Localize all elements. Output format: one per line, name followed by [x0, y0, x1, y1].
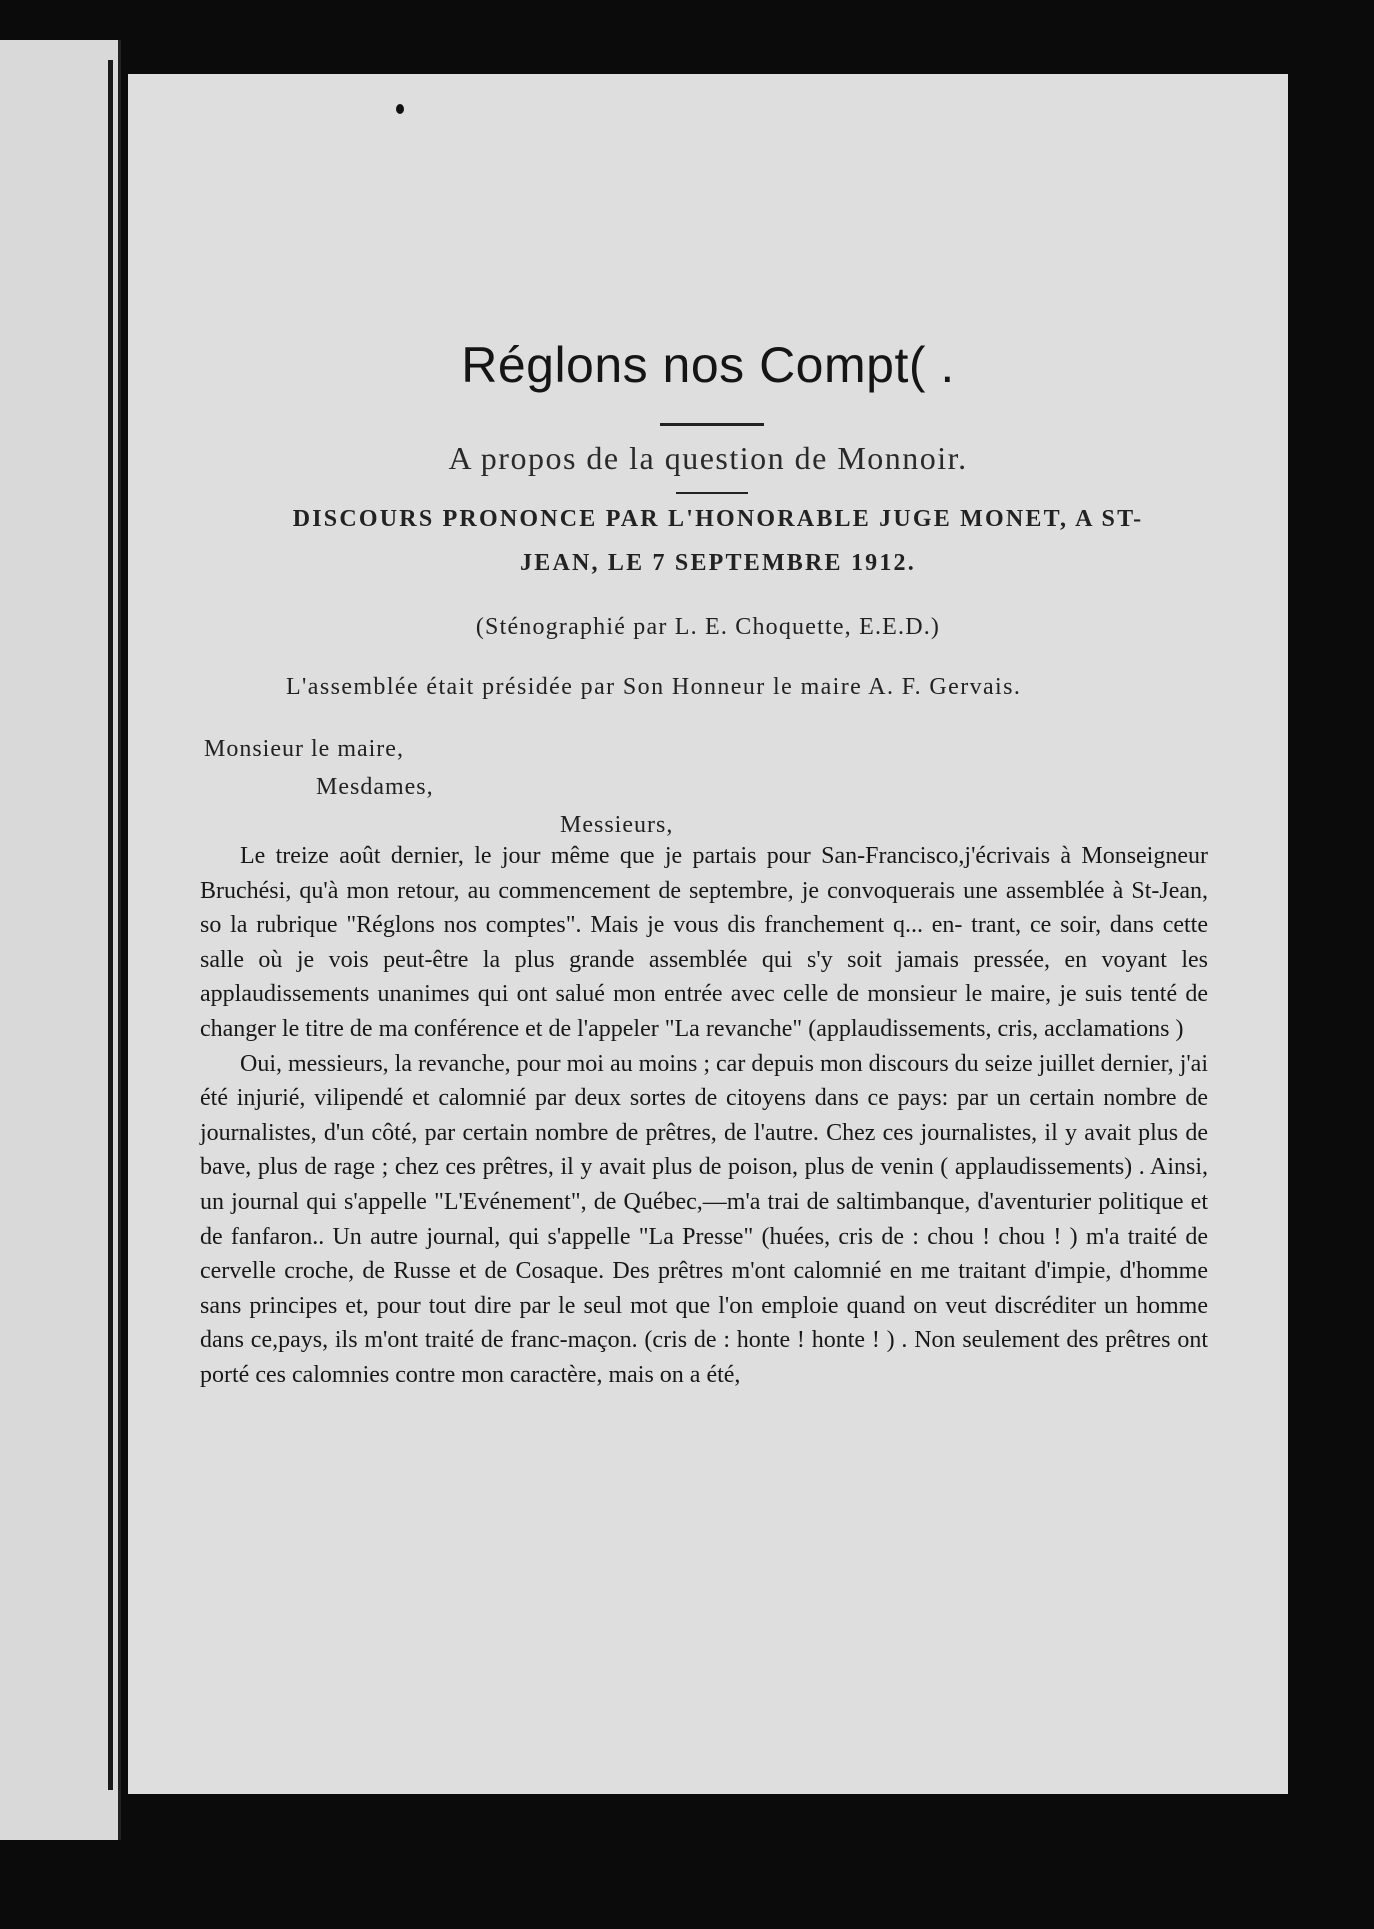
- paragraph-1: Le treize août dernier, le jour même que je partais pour San-Francisco,j'écrivais à Monseigneur Bruchési, qu'à mon retour, au commencement de septembre, je convoquerais une assemblée à St-Jean, so la rubrique "Réglons nos comptes". Mais je vous dis franchement q... en- trant, ce soir, dans cette salle où je vois peut-être la plus grande assemblée qui s'y soit jamais pressée, en voyant les applaudissements unanimes qui ont salué mon entrée avec celle de monsieur le maire, je suis tenté de changer le titre de ma conférence et de l'appeler "La revanche" (applaudissements, cris, acclamations ): [200, 843, 1208, 1042]
- presided-line: L'assemblée était présidée par Son Honneur le maire A. F. Gervais.: [286, 674, 1022, 700]
- ink-speck: [396, 104, 404, 114]
- salutation-mayor: Monsieur le maire,: [204, 736, 404, 762]
- binding-shadow: [108, 60, 113, 1790]
- stenography-credit: (Sténographié par L. E. Choquette, E.E.D.): [475, 614, 941, 640]
- subtitle-rule: [676, 492, 748, 494]
- document-page: [128, 74, 1288, 1794]
- speech-body: [200, 839, 1208, 1393]
- title-rule: [660, 423, 764, 426]
- document-subtitle: A propos de la question de Monnoir.: [448, 440, 968, 476]
- paragraph-2: Oui, messieurs, la revanche, pour moi au moins ; car depuis mon discours du seize juillet dernier, j'ai été injurié, vilipendé et calomnié par deux sortes de citoyens dans ce pays: par un certain nombre de journalistes, d'un côté, par certain nombre de prêtres, de l'autre. Chez ces journalistes, il y avait plus de bave, plus de rage ; chez ces prêtres, il y avait plus de poison, plus de venin ( applaudissements) . Ainsi, un journal qui s'appelle "L'Evénement", de Québec,—m'a trai de saltimbanque, d'aventurier politique et de fanfaron.. Un autre journal, qui s'appelle "La Presse" (huées, cris de : chou ! chou ! ) m'a traité de cervelle croche, de Russe et de Cosaque. Des prêtres m'ont calomnié en me traitant d'impie, d'homme sans principes et, pour tout dire par le seul mot que l'on emploie quand on veut discréditer un homme dans ce,pays, ils m'ont traité de franc-maçon. (cris de : honte ! honte ! ) . Non seulement des prêtres ont porté ces calomnies contre mon caractère, mais on a été,: [200, 1050, 1208, 1388]
- salutation-ladies: Mesdames,: [316, 774, 434, 800]
- facing-page-edge: [0, 40, 121, 1840]
- document-title: Réglons nos Compt( .: [461, 337, 955, 393]
- speech-heading-line1: DISCOURS PRONONCE PAR L'HONORABLE JUGE MONET, A ST-: [292, 506, 1144, 532]
- salutation-gentlemen: Messieurs,: [560, 812, 674, 838]
- speech-heading-line2: JEAN, LE 7 SEPTEMBRE 1912.: [520, 550, 916, 576]
